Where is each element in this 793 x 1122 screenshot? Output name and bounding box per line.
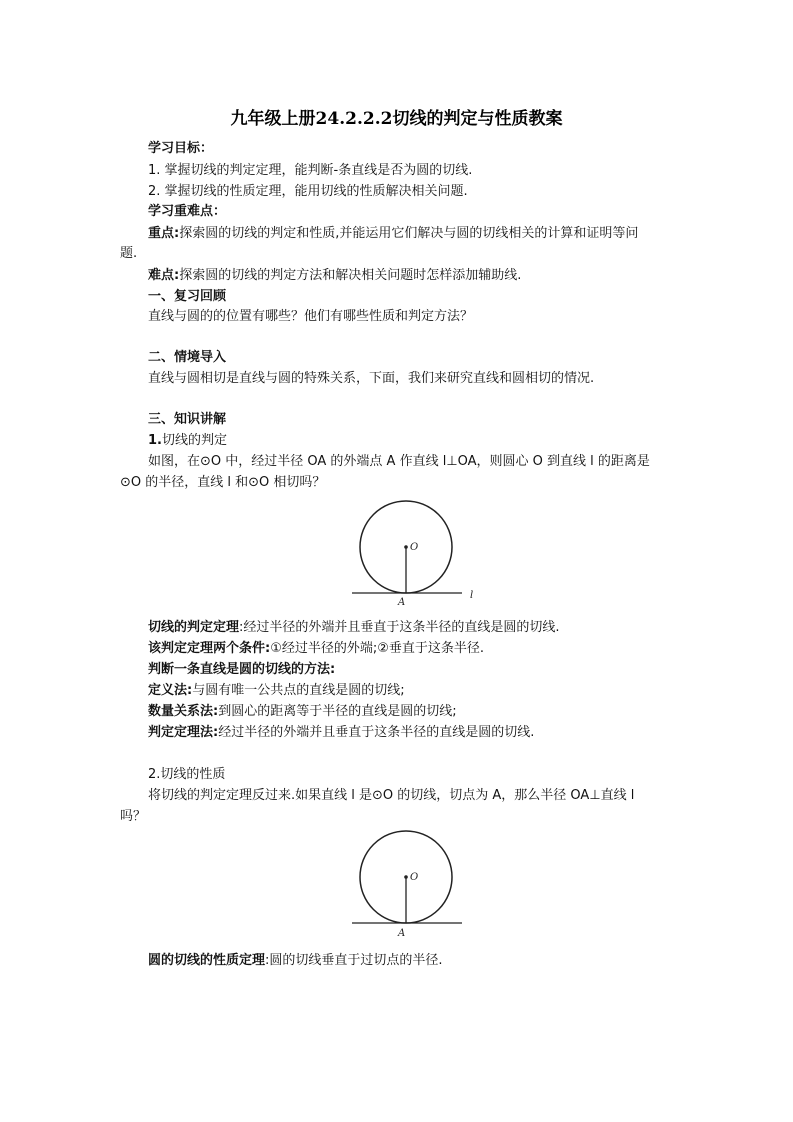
center-label: O [410, 542, 419, 553]
focus-line [148, 225, 638, 243]
question-1-line-2: ⊙O 的半径，直线 l 和⊙O 相切吗？ [120, 475, 326, 490]
method-2-line [148, 703, 457, 721]
methods-heading: 判断一条直线是圆的切线的方法: [148, 662, 336, 677]
method-3-text: 经过半径的外端并且垂直于这条半径的直线是圆的切线. [218, 725, 535, 740]
key-points-heading: 学习重难点： [148, 204, 227, 219]
question-1-line-1: 如图，在⊙O 中，经过半径 OA 的外端点 A 作直线 l⊥OA，则圆心 O 到直线 l 的距离是 [148, 454, 650, 469]
theorem-label: 切线的判定定理 [148, 620, 240, 635]
focus-label: 重点: [148, 226, 180, 241]
property-line [148, 952, 443, 970]
subsection-1-title [148, 432, 227, 450]
method-3-label: 判定定理法: [148, 725, 219, 740]
center-label: O [410, 872, 419, 883]
property-label: 圆的切线的性质定理 [148, 953, 266, 968]
question-2-line-2: 吗？ [120, 809, 147, 824]
subsection-2-title: 2.切线的性质 [148, 767, 226, 782]
tangent-figure-2 [350, 828, 480, 943]
theorem-line [148, 619, 560, 637]
tangent-figure-1 [350, 496, 480, 611]
conditions-label: 该判定定理两个条件: [148, 641, 271, 656]
method-3-line [148, 724, 534, 742]
conditions-line [148, 640, 484, 658]
property-text: :圆的切线垂直于过切点的半径. [265, 953, 443, 968]
difficulty-line [148, 267, 521, 285]
method-1-label: 定义法: [148, 683, 193, 698]
focus-text: 探索圆的切线的判定和性质,并能运用它们解决与圆的切线相关的计算和证明等问 [179, 226, 639, 241]
subsection-1-text: 切线的判定 [161, 433, 227, 448]
intro-heading: 二、情境导入 [148, 350, 227, 365]
difficulty-label: 难点: [148, 268, 180, 283]
objectives-heading: 学习目标： [148, 141, 214, 156]
difficulty-text: 探索圆的切线的判定方法和解决相关问题时怎样添加辅助线. [179, 268, 522, 283]
review-heading: 一、复习回顾 [148, 289, 227, 304]
method-2-label: 数量关系法: [148, 704, 219, 719]
focus-text-continued: 题. [120, 246, 138, 261]
method-2-text: 到圆心的距离等于半径的直线是圆的切线; [218, 704, 457, 719]
objective-item-1: 1. 掌握切线的判定定理，能判断-条直线是否为圆的切线. [148, 163, 473, 178]
subsection-1-number: 1. [148, 433, 162, 448]
method-1-text: 与圆有唯一公共点的直线是圆的切线; [192, 683, 405, 698]
page-title: 九年级上册24.2.2.2切线的判定与性质教案 [230, 109, 563, 129]
objective-item-2: 2. 掌握切线的性质定理，能用切线的性质解决相关问题. [148, 184, 468, 199]
intro-text: 直线与圆相切是直线与圆的特殊关系，下面，我们来研究直线和圆相切的情况. [148, 371, 595, 386]
question-2-line-1: 将切线的判定定理反过来.如果直线 l 是⊙O 的切线，切点为 A，那么半径 OA⊥直线 l [148, 788, 635, 803]
review-text: 直线与圆的的位置有哪些？他们有哪些性质和判定方法？ [148, 309, 474, 324]
knowledge-heading: 三、知识讲解 [148, 412, 227, 427]
method-1-line [148, 682, 405, 700]
theorem-text: :经过半径的外端并且垂直于这条半径的直线是圆的切线. [239, 620, 560, 635]
point-a-label: A [398, 597, 406, 608]
point-a-label: A [398, 928, 406, 939]
conditions-text: ①经过半径的外端;②垂直于这条半径. [270, 641, 485, 656]
line-l-label: l [470, 590, 474, 601]
